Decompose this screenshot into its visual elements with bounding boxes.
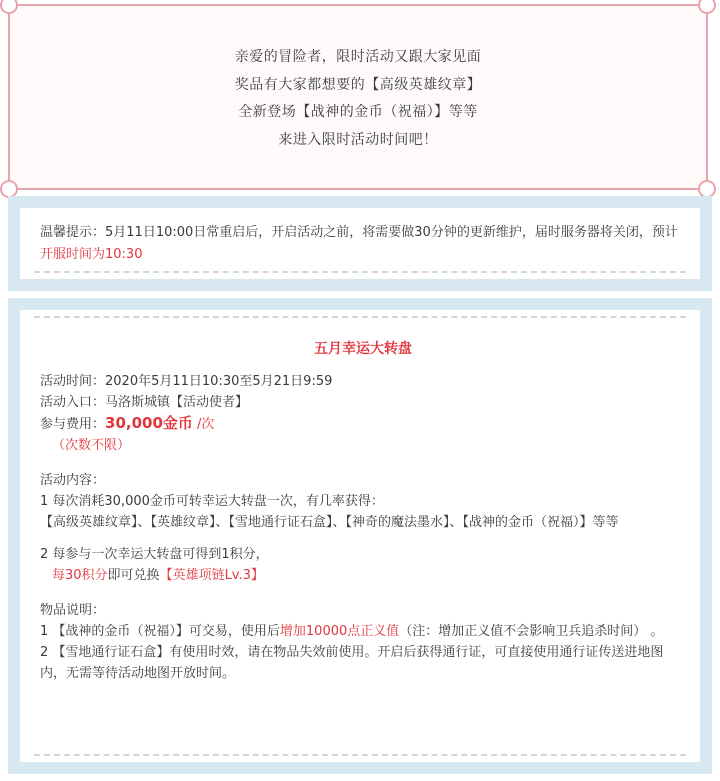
dashed-divider: [34, 316, 686, 318]
event-inner: [20, 310, 700, 762]
intro-line: 来进入限时活动时间吧！: [278, 131, 438, 148]
event-title: 五月幸运大转盘: [314, 341, 412, 357]
item-note-1: [40, 621, 686, 642]
dashed-divider: [34, 271, 686, 273]
intro-line: 奖品有大家都想要的【高级英雄纹章】: [234, 76, 482, 93]
items-label: 物品说明：: [40, 603, 106, 618]
event-entry: 活动入口：马洛斯城镇【活动使者】: [40, 395, 249, 410]
fee-note: （次数不限）: [52, 438, 131, 453]
content-item-2: 2 每参与一次幸运大转盘可得到1积分，: [40, 547, 269, 562]
exchange-reward: 【英雄项链Lv.3】: [159, 568, 264, 583]
tip-text: [40, 222, 686, 266]
corner-decoration: [0, 0, 18, 14]
item-note-2: 2 【雪地通行证石盒】有使用时效，请在物品失效前使用。开启后获得通行证，可直接使用通行证传送进地图内，无需等待活动地图开放时间。: [40, 645, 664, 681]
fee-label: 参与费用：: [40, 417, 106, 432]
intro-line: 全新登场【战神的金币（祝福）】等等: [238, 104, 478, 120]
maintenance-tip-card: [8, 196, 712, 291]
content-item-1: 1 每次消耗30,000金币可转幸运大转盘一次，有几率获得：: [40, 494, 384, 509]
item-1-red: 增加10000点正义值: [279, 624, 400, 639]
fee-unit: /次: [192, 417, 215, 432]
intro-line: 亲爱的冒险者，限时活动又跟大家见面: [234, 49, 482, 65]
tip-body: 温馨提示：5月11日10:00日常重启后，开启活动之前，将需要做30分钟的更新维护，届时服务器将关闭，预计: [40, 225, 678, 240]
tip-inner: [20, 208, 700, 279]
content-label: 活动内容：: [40, 473, 106, 488]
intro-text: [10, 44, 706, 154]
event-card: [8, 298, 712, 774]
event-time: 活动时间：2020年5月11日10:30至5月21日9:59: [40, 374, 333, 389]
content-item-2-exchange: [40, 565, 686, 586]
dashed-divider: [34, 754, 686, 756]
item-1-pre: 1 【战神的金币（祝福）】可交易，使用后: [40, 624, 280, 639]
exchange-points: 每30积分: [52, 568, 108, 583]
item-1-post: （注：增加正义值不会影响卫兵追杀时间） 。: [399, 624, 664, 639]
event-body: [40, 330, 686, 684]
exchange-text: 即可兑换: [107, 568, 160, 583]
event-fee: [40, 413, 686, 435]
corner-decoration: [698, 0, 716, 14]
fee-value: 30,000金币: [105, 414, 193, 432]
content-item-1-rewards: 【高级英雄纹章】、【英雄纹章】、【雪地通行证石盒】、【神奇的魔法墨水】、【战神的金币（祝福）】等等: [40, 515, 619, 530]
intro-card: [8, 4, 708, 190]
tip-highlight: 开服时间为10:30: [40, 247, 143, 262]
